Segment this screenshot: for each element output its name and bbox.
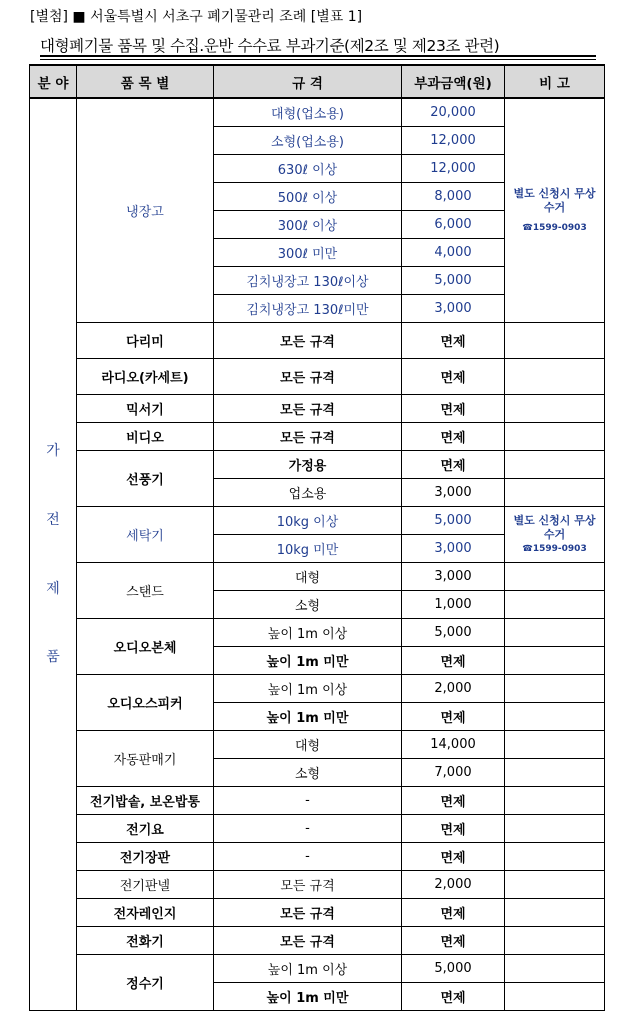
- item-name: 비디오: [77, 423, 214, 451]
- remark-cell: [505, 507, 605, 563]
- item-name: 전기장판: [77, 843, 214, 871]
- remark-phone: [507, 223, 602, 234]
- col-header-category: 분 야: [30, 65, 77, 98]
- fee-cell: 면제: [402, 423, 505, 451]
- spec-cell: 김치냉장고 130ℓ이상: [214, 267, 402, 295]
- remark-cell: [505, 619, 605, 647]
- table-row: [30, 675, 605, 703]
- remark-phone-number: 1599-0903: [532, 222, 587, 233]
- remark-cell: [505, 423, 605, 451]
- fee-table: [29, 64, 605, 1011]
- fee-cell: 면제: [402, 899, 505, 927]
- phone-icon: ☎: [522, 543, 533, 554]
- remark-cell: [505, 983, 605, 1011]
- document-title: 대형폐기물 품목 및 수집.운반 수수료 부과기준(제2조 및 제23조 관련): [40, 37, 500, 55]
- fee-cell: 14,000: [402, 731, 505, 759]
- fee-cell: 면제: [402, 323, 505, 359]
- fee-cell: 면제: [402, 703, 505, 731]
- item-name: 세탁기: [77, 507, 214, 563]
- remark-cell: [505, 563, 605, 591]
- fee-cell: 2,000: [402, 871, 505, 899]
- spec-cell: 소형(업소용): [214, 127, 402, 155]
- item-name: 자동판매기: [77, 731, 214, 787]
- item-name: 라디오(카세트): [77, 359, 214, 395]
- fee-cell: 3,000: [402, 295, 505, 323]
- spec-cell: 높이 1m 미만: [214, 703, 402, 731]
- remark-phone: [507, 544, 602, 555]
- spec-cell: 10kg 이상: [214, 507, 402, 535]
- item-name: 정수기: [77, 955, 214, 1011]
- table-row: [30, 843, 605, 871]
- remark-phone-number: 1599-0903: [532, 543, 587, 554]
- table-row: [30, 619, 605, 647]
- fee-cell: 면제: [402, 983, 505, 1011]
- remark-cell: [505, 479, 605, 507]
- remark-cell: [505, 359, 605, 395]
- remark-cell: [505, 731, 605, 759]
- table-row: [30, 451, 605, 479]
- item-name: 전화기: [77, 927, 214, 955]
- spec-cell: 300ℓ 미만: [214, 239, 402, 267]
- fee-cell: 5,000: [402, 955, 505, 983]
- fee-cell: 면제: [402, 787, 505, 815]
- remark-cell: [505, 98, 605, 323]
- fee-cell: 면제: [402, 647, 505, 675]
- remark-cell: [505, 395, 605, 423]
- fee-cell: 8,000: [402, 183, 505, 211]
- spec-cell: 대형: [214, 563, 402, 591]
- remark-cell: [505, 927, 605, 955]
- remark-cell: [505, 591, 605, 619]
- spec-cell: -: [214, 815, 402, 843]
- fee-cell: 면제: [402, 927, 505, 955]
- spec-cell: 높이 1m 이상: [214, 955, 402, 983]
- remark-cell: [505, 703, 605, 731]
- remark-cell: [505, 843, 605, 871]
- fee-cell: 4,000: [402, 239, 505, 267]
- title-underline-thin: [40, 59, 596, 60]
- spec-cell: 높이 1m 미만: [214, 983, 402, 1011]
- spec-cell: 가정용: [214, 451, 402, 479]
- spec-cell: 대형(업소용): [214, 98, 402, 127]
- category-char: 전: [46, 511, 60, 528]
- spec-cell: 모든 규격: [214, 871, 402, 899]
- remark-cell: [505, 759, 605, 787]
- spec-cell: 모든 규격: [214, 395, 402, 423]
- fee-cell: 2,000: [402, 675, 505, 703]
- item-name: 스탠드: [77, 563, 214, 619]
- spec-cell: 대형: [214, 731, 402, 759]
- fee-cell: 3,000: [402, 535, 505, 563]
- col-header-remark: 비 고: [505, 65, 605, 98]
- table-row: [30, 395, 605, 423]
- spec-cell: 소형: [214, 591, 402, 619]
- table-row: [30, 955, 605, 983]
- fee-cell: 12,000: [402, 155, 505, 183]
- fee-cell: 5,000: [402, 507, 505, 535]
- category-char: 품: [46, 649, 60, 666]
- remark-cell: [505, 323, 605, 359]
- remark-text: 별도 신청시 무상 수거: [513, 514, 596, 541]
- item-name: 다리미: [77, 323, 214, 359]
- remark-cell: [505, 787, 605, 815]
- item-name: 전기판넬: [77, 871, 214, 899]
- spec-cell: 500ℓ 이상: [214, 183, 402, 211]
- spec-cell: 300ℓ 이상: [214, 211, 402, 239]
- fee-cell: 12,000: [402, 127, 505, 155]
- spec-cell: 모든 규격: [214, 359, 402, 395]
- spec-cell: 모든 규격: [214, 323, 402, 359]
- table-row: [30, 815, 605, 843]
- fee-cell: 면제: [402, 395, 505, 423]
- table-row: [30, 899, 605, 927]
- table-row: [30, 731, 605, 759]
- table-row: [30, 563, 605, 591]
- fee-cell: 면제: [402, 359, 505, 395]
- remark-cell: [505, 647, 605, 675]
- item-name: 냉장고: [77, 98, 214, 323]
- remark-cell: [505, 899, 605, 927]
- spec-cell: 높이 1m 이상: [214, 675, 402, 703]
- remark-cell: [505, 675, 605, 703]
- fee-cell: 1,000: [402, 591, 505, 619]
- col-header-item: 품 목 별: [77, 65, 214, 98]
- fee-cell: 5,000: [402, 619, 505, 647]
- spec-cell: 모든 규격: [214, 927, 402, 955]
- title-underline: [40, 55, 596, 57]
- item-name: 전기밥솥, 보온밥통: [77, 787, 214, 815]
- col-header-fee: 부과금액(원): [402, 65, 505, 98]
- document-header: [별첨] ■ 서울특별시 서초구 폐기물관리 조례 [별표 1]: [30, 9, 363, 25]
- item-name: 오디오스피커: [77, 675, 214, 731]
- table-row: [30, 323, 605, 359]
- remark-cell: [505, 451, 605, 479]
- table-row: [30, 927, 605, 955]
- remark-cell: [505, 815, 605, 843]
- spec-cell: 모든 규격: [214, 423, 402, 451]
- spec-cell: 높이 1m 이상: [214, 619, 402, 647]
- spec-cell: -: [214, 843, 402, 871]
- remark-text: 별도 신청시 무상 수거: [513, 187, 596, 214]
- spec-cell: 모든 규격: [214, 899, 402, 927]
- fee-cell: 3,000: [402, 563, 505, 591]
- fee-cell: 면제: [402, 451, 505, 479]
- item-name: 전기요: [77, 815, 214, 843]
- category-char: 제: [46, 580, 60, 597]
- item-name: 믹서기: [77, 395, 214, 423]
- table-row: [30, 423, 605, 451]
- spec-cell: 630ℓ 이상: [214, 155, 402, 183]
- fee-cell: 20,000: [402, 98, 505, 127]
- table-row: [30, 787, 605, 815]
- table-row: [30, 507, 605, 535]
- spec-cell: 10kg 미만: [214, 535, 402, 563]
- item-name: 전자레인지: [77, 899, 214, 927]
- spec-cell: 김치냉장고 130ℓ미만: [214, 295, 402, 323]
- fee-cell: 면제: [402, 815, 505, 843]
- spec-cell: 높이 1m 미만: [214, 647, 402, 675]
- category-char: 가: [46, 442, 60, 459]
- fee-cell: 5,000: [402, 267, 505, 295]
- fee-cell: 3,000: [402, 479, 505, 507]
- table-row: [30, 359, 605, 395]
- col-header-spec: 규 격: [214, 65, 402, 98]
- remark-cell: [505, 871, 605, 899]
- spec-cell: 소형: [214, 759, 402, 787]
- spec-cell: 업소용: [214, 479, 402, 507]
- remark-cell: [505, 955, 605, 983]
- table-row: [30, 871, 605, 899]
- table-row: [30, 98, 605, 127]
- spec-cell: -: [214, 787, 402, 815]
- phone-icon: ☎: [522, 222, 533, 233]
- category-cell: [30, 98, 77, 1011]
- fee-cell: 면제: [402, 843, 505, 871]
- fee-cell: 7,000: [402, 759, 505, 787]
- item-name: 오디오본체: [77, 619, 214, 675]
- table-header-row: [30, 65, 605, 98]
- item-name: 선풍기: [77, 451, 214, 507]
- fee-cell: 6,000: [402, 211, 505, 239]
